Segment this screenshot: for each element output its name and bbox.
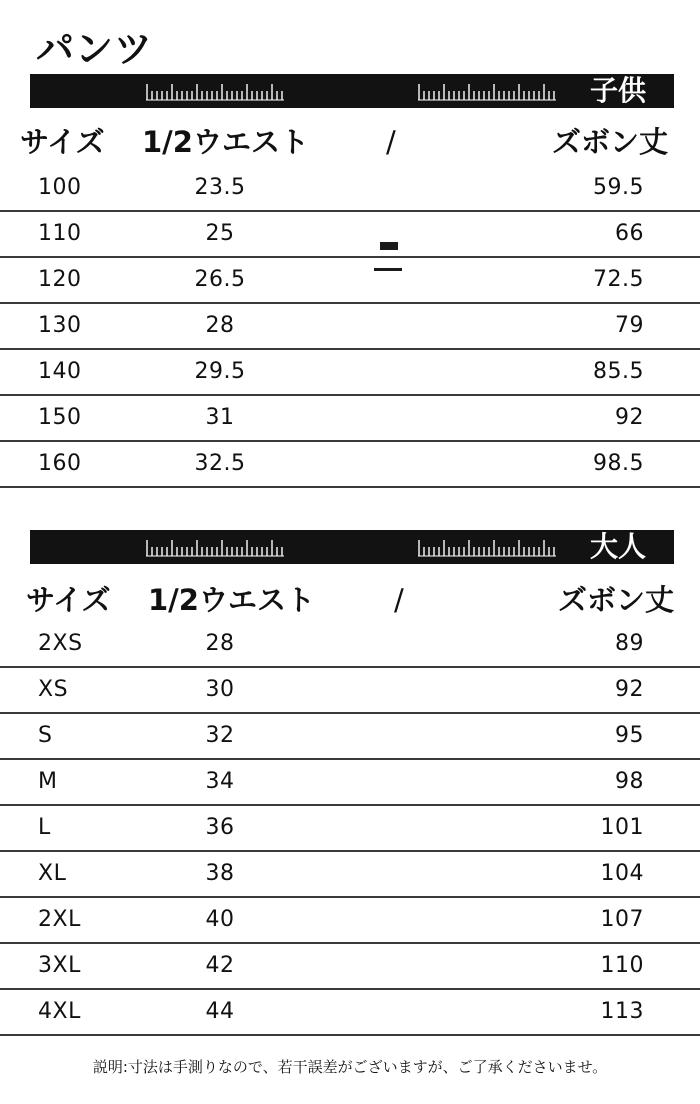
cell-waist: 34 <box>205 769 235 794</box>
cell-size: 110 <box>38 221 82 246</box>
table-row <box>0 990 700 1036</box>
header-waist: 1/2ウエスト <box>142 125 309 159</box>
table-row <box>0 714 700 760</box>
footnote: 説明:寸法は手測りなので、若干誤差がございますが、ご了承くださいませ。 <box>92 1058 608 1076</box>
cell-length: 101 <box>600 815 644 840</box>
table-row <box>0 304 700 350</box>
table-row <box>0 442 700 488</box>
cell-waist: 23.5 <box>194 175 246 200</box>
cell-length: 107 <box>600 907 644 932</box>
cell-size: 100 <box>38 175 82 200</box>
kids-band <box>30 74 674 108</box>
ruler-left-icon <box>146 83 286 101</box>
header-size: サイズ <box>20 125 105 159</box>
table-row <box>0 944 700 990</box>
header-length: ズボン丈 <box>557 583 674 617</box>
cell-length: 59.5 <box>593 175 644 200</box>
cell-waist: 32.5 <box>194 451 246 476</box>
cell-length: 104 <box>600 861 644 886</box>
table-row <box>0 396 700 442</box>
header-waist: 1/2ウエスト <box>148 583 315 617</box>
adults-band-label: 大人 <box>589 530 646 563</box>
cell-length: 92 <box>615 677 644 702</box>
cell-size: 3XL <box>38 953 81 978</box>
cell-waist: 31 <box>205 405 235 430</box>
header-separator: / <box>386 125 396 159</box>
adults-table-header <box>0 576 700 624</box>
cell-size: 160 <box>38 451 82 476</box>
table-row <box>0 806 700 852</box>
cell-waist: 32 <box>205 723 235 748</box>
cell-size: 140 <box>38 359 82 384</box>
cell-length: 72.5 <box>593 267 644 292</box>
ruler-right-icon <box>418 539 558 557</box>
cell-waist: 44 <box>205 999 235 1024</box>
kids-table-header <box>0 118 700 166</box>
cell-length: 95 <box>615 723 644 748</box>
header-separator: / <box>394 583 404 617</box>
cell-size: 120 <box>38 267 82 292</box>
cell-length: 98.5 <box>593 451 644 476</box>
cell-size: M <box>38 769 58 794</box>
cell-waist: 36 <box>205 815 235 840</box>
table-row <box>0 212 700 258</box>
equals-mark-icon <box>374 242 402 276</box>
cell-size: S <box>38 723 53 748</box>
cell-waist: 28 <box>205 313 235 338</box>
table-row <box>0 350 700 396</box>
cell-length: 98 <box>615 769 644 794</box>
ruler-left-icon <box>146 539 286 557</box>
table-row <box>0 898 700 944</box>
cell-length: 89 <box>615 631 644 656</box>
adults-band <box>30 530 674 564</box>
table-row <box>0 668 700 714</box>
table-row <box>0 622 700 668</box>
table-row <box>0 258 700 304</box>
cell-waist: 28 <box>205 631 235 656</box>
cell-waist: 38 <box>205 861 235 886</box>
header-size: サイズ <box>26 583 111 617</box>
page-title: パンツ <box>36 27 154 71</box>
cell-length: 110 <box>600 953 644 978</box>
cell-size: 4XL <box>38 999 81 1024</box>
cell-waist: 30 <box>205 677 235 702</box>
kids-band-label: 子供 <box>589 74 646 107</box>
cell-size: 2XS <box>38 631 83 656</box>
cell-size: XS <box>38 677 69 702</box>
cell-waist: 26.5 <box>194 267 246 292</box>
cell-length: 85.5 <box>593 359 644 384</box>
cell-size: L <box>38 815 51 840</box>
cell-length: 66 <box>615 221 644 246</box>
cell-waist: 29.5 <box>194 359 246 384</box>
cell-length: 79 <box>615 313 644 338</box>
cell-waist: 25 <box>205 221 235 246</box>
cell-length: 92 <box>615 405 644 430</box>
cell-length: 113 <box>600 999 644 1024</box>
cell-size: 130 <box>38 313 82 338</box>
cell-waist: 42 <box>205 953 235 978</box>
table-row <box>0 166 700 212</box>
header-length: ズボン丈 <box>551 125 668 159</box>
cell-waist: 40 <box>205 907 235 932</box>
cell-size: 2XL <box>38 907 81 932</box>
cell-size: 150 <box>38 405 82 430</box>
table-row <box>0 760 700 806</box>
table-row <box>0 852 700 898</box>
ruler-right-icon <box>418 83 558 101</box>
cell-size: XL <box>38 861 67 886</box>
